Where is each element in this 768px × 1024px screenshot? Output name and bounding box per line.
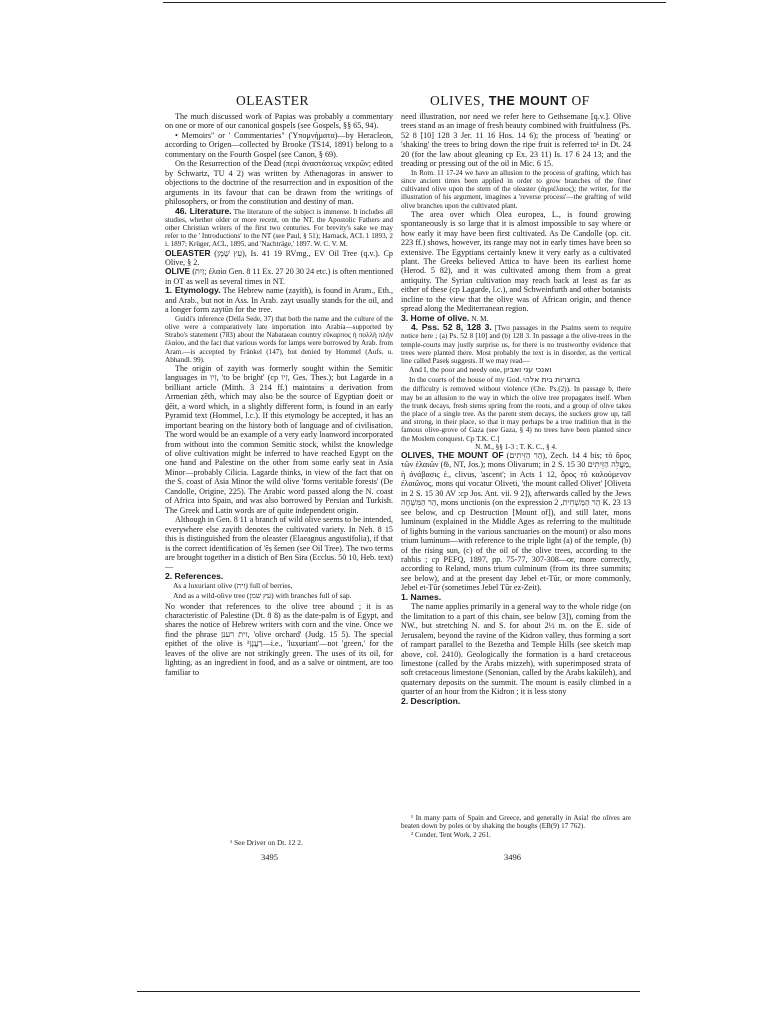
- paragraph-text: [Two passages in the Psalms seem to require notice here ; (a) Ps. 52 8 [10] and (b) 128 3. In passage a the olive-trees in the temple-courts may justly surprise us, for there is no trustworthy evidence that trees were planted there. Most probably the text is in disorder, as the vertical line called Paseḳ suggests. If we may read—: [401, 324, 632, 365]
- right-column: [401, 112, 631, 706]
- paragraph: the difficulty is removed without violence (Che. Ps.(2)). In passage b, there may be an allusion to the way in which the olive tree propagates itself. When the trunk decays, fresh stems spring from the roots, and a group of olive takes the place of a single tree. As the parent stem decays, the suckers grow up, tall and strong, in their place, so that it may perhaps be a true tradition that in the famous olive-grove of Gaza (see Gaza, § 4) no trees have been planted since the Moslem conquest. Cp T.K. C.]: [401, 385, 631, 443]
- names-sidehead-line: [401, 593, 631, 602]
- footnote: ² Conder, Tent Work, 2 261.: [411, 830, 491, 839]
- paragraph: Guidi's inference (Della Sede, 37) that both the name and the culture of the olive were a comparatively late importation into Arabia—supported by Strabo's statement (783) about the Nabataean country εὔκαρπος ἡ πολλὴ πλὴν ἐλαίου, and the fact that various words for lamps were borrowed by Arab. from Aram.—is accepted by Fränkel (147), but denied by Hommel (Aufs. u. Abhandl. 99).: [165, 314, 393, 364]
- verse-english: In the courts of the house of my God.: [409, 374, 522, 384]
- headword: OLEASTER: [165, 247, 211, 258]
- paragraph: The much discussed work of Papias was probably a commentary on one or more of our canonical gospels (see Gospels, §§ 65, 94).: [165, 112, 393, 131]
- section-sidehead: 1. Names.: [401, 591, 442, 602]
- paragraph: Although in Gen. 8 11 a branch of wild olive seems to be intended, everywhere else zayith denotes the cultivated variety. In Neh. 8 15 this is distinguished from the oleaster (Elaeagnus angustifolia), if that is the correct identification of 'ēṣ šemen (see Oil Tree). The two terms are brought together in a distich of Ben Sira (Ecclus. 50 10, Heb. text)—: [165, 515, 393, 572]
- paragraph: The origin of zayith was formerly sought within the Semitic languages in זִיו, 'to be bright' (cp זִיו, Ges. Thes.); but Lagarde in a brilliant article (Mitth. 3 214 ff.) maintains a derivation from Armenian ẓēth, which may also be the source of Egyptian ḏoeit or ḏēit, a word which, in a slightly different form, is found in an early Pyramid text (Hommel, l.c.). If this etymology be accepted, it has an important bearing on the history both of language and of civilisation. The word would be an example of a very early loanword incorporated from without into the common Semitic stock, whilst the knowledge of olive cultivation might be inferred to have reached Egypt on the one hand and Palestine on the other from some early seat in Asia Minor—probably Cilicia. Lagarde thinks, in view of the fact that on the S. coast of Asia Minor the wild olive 'forms veritable forests' (De Candolle, Origine, 225). The Arabic word passed along the N. coast of Africa into Spain, and was also borrowed by Persian and Turkish. The Greek and Latin words are of quite independent origin.: [165, 363, 394, 515]
- paragraph: In Rom. 11 17-24 we have an allusion to the process of grafting, which has since ancient times been applied in order to grow branches of the finer cultivated olive upon the stem of the oleaster (ἀγριέλαιος); the writer, for the illustration of his argument, imagines a 'reverse process'—the grafting of wild olive branches upon the cultivated plant.: [401, 168, 631, 210]
- section-sidehead: 2. Description.: [401, 695, 461, 706]
- bottom-rule: [137, 991, 640, 992]
- section-sidehead: 1. Etymology.: [165, 285, 221, 296]
- entry-olive: [165, 267, 393, 286]
- author-signature: N. M., §§ 1-3 ; T. K. C., § 4.: [475, 442, 557, 451]
- running-head-right-prefix: OLIVES,: [430, 93, 485, 108]
- paragraph: • Memoirs" or ' Commentaries" (Ὑπομνήματα)—by Heracleon, according to Origen—collected by Brooke (TS14, 1891) belong to a commentary on the Fourth Gospel (see Canon, § 69).: [165, 130, 393, 159]
- section-sidehead: 2. References.: [165, 570, 224, 581]
- etymology-paragraph: [165, 286, 393, 314]
- paragraph: The name applies primarily in a general way to the whole ridge (on the limitation to a part of this chain, see below [3]), coming from the NW., but stretching N. and S. for about 2½ m. on the E. side of Jerusalem, beyond the ravine of the Kidron valley, thus forming a sort of rampart parallel to the Bezetha and Temple Hills (see sketch map above, col. 2410). Geologically the formation is a hard cretaceous limestone (called by the Arabs mizzeh), with superimposed strata of soft cretaceous limestone (Senonian, called by the Arabs kakūleh), and quaternary deposits on the summit. The mount is easily climbed in a quarter of an hour from the Kidron ; it is less stony: [401, 602, 631, 697]
- author-signature: W. C. V. M.: [313, 240, 348, 249]
- section-sidehead: 46. Literature.: [175, 205, 232, 216]
- footnotes-right: [401, 814, 631, 839]
- running-head-right-bold: THE MOUNT: [488, 94, 568, 108]
- headword: OLIVE: [165, 266, 191, 277]
- verse-line: [409, 366, 631, 375]
- section-sidehead: 4. Pss. 52 8, 128 3.: [411, 322, 492, 333]
- headword: OLIVES, THE MOUNT OF: [401, 450, 504, 460]
- paragraph: On the Resurrection of the Dead (περὶ ἀναστάσεως νεκρῶν; edited by Schwartz, TU 4 2) was written by Athenagoras in answer to objections to the doctrine of the resurrection and in exposition of the arguments in its favour that can be drawn from the writings of philosophers, or from the constitution and destiny of man.: [165, 159, 393, 207]
- left-column: [165, 112, 393, 677]
- verse-english: And I, the poor and needy one,: [409, 365, 502, 375]
- entry-oleaster: [165, 249, 393, 268]
- author-signature: N. M.: [471, 314, 489, 323]
- psalms-paragraph: [401, 323, 631, 365]
- paragraph: No wonder that references to the olive tree abound ; it is as characteristic of Palestine (Dt. 8 8) as the date-palm is of Egypt, and shares the notice of Hebrew writers with corn and the vine. Once we find the phrase זית רענן, 'olive orchard' (Judg. 15 5). The special epithet of the olive is רַעֲנָן¹—i.e., 'luxuriant'—not 'green,' for the leaves of the olive are not strikingly green. The uses of its oil, for lighting, as an ingredient in food, and as a salve or ointment, are too familiar to: [165, 601, 394, 677]
- literature-paragraph: [165, 207, 393, 249]
- entry-text: (זַיִת; ἐλαία Gen. 8 11 Ex. 27 20 30 24 etc.) is often mentioned in OT as well as several times in NT.: [165, 267, 394, 286]
- footnote: ¹ In many parts of Spain and Greece, and generally in Asia! the olives are beaten down by poles or by shaking the boughs (EB(9) 17 762).: [401, 814, 631, 831]
- verse-line: [409, 376, 631, 385]
- section-sidehead: 3. Home of olive.: [401, 312, 470, 323]
- entry-mount-of-olives: [401, 451, 631, 593]
- paragraph: need illustration, nor need we refer here to Gethsemane [q.v.]. Olive trees stand as an image of fresh beauty combined with fruitfulness (Ps. 52 8 [10] 128 3 Jer. 11 16 Hos. 14 6); the process of 'beating' or 'shaking' the trees to bring down the ripe fruit is referred to¹ in Dt. 24 20 (for the law about gleaning cp Ex. 23 11) Is. 17 6 24 13; and the treading or pressing out of the oil in Mic. 6 15.: [401, 112, 631, 169]
- verse-hebrew: ואנכי עני ואביון: [503, 365, 552, 375]
- verse-hebrew: בחצרות בית אלהי: [523, 374, 581, 384]
- references-sidehead-line: [165, 572, 393, 581]
- entry-text: (עֵץ שֶׁמֶן), Is. 41 19 RVmg., EV Oil Tree (q.v.). Cp Olive, § 2.: [165, 248, 393, 267]
- footnote-left: ¹ See Driver on Dt. 12 2.: [230, 838, 303, 847]
- running-head-left: OLEASTER: [236, 93, 309, 108]
- entry-text: (הַר הַזֵּיתִים), Zech. 14 4 bis; τὸ ὄρος τῶν ἐλαιῶν (𝔊, NT, Jos.); mons Olivarum; in 2 S. 15 30 מַעֲלֵה הַזֵּיתִים, ἡ ἀνάβασις ἐ., clivus, 'ascent'; in Acts 1 12, ὄρος τὸ καλούμενον ἐλαιῶνος, mons qui vocatur Oliveti, 'the mount called Olivet' [Oliveta in 2 S. 15 30 AV :cp Jos. Ant. vii. 9 2]), afterwards called by the Jews הַר הַמִּשְׁחָה, mons unctionis (on the expression הַר הַמַּשְׁחִית, 2 K. 23 13 see below, and cp Destruction [Mount of]), and still later, mons luminum (explained in the Middle Ages as referring to the multitude of lights burning in the various sanctuaries on the mount) or also mons trium luminum—with reference to the triple light (a) of the temple, (b) of the rising sun, (c) of the oil of the olive trees, according to the rabbis ; cp PEFQ, 1897, pp. 75-77, 307-308—or, more correctly, according to Reland, mons trium culminum (from its three summits; see below), and at the present day Jebel et-Tūr, or more commonly, Jebel et-Tūr (sometimes Jebel Tūr ez-Zeit).: [401, 451, 632, 593]
- page-number-left: 3495: [261, 852, 278, 862]
- description-sidehead-line: [401, 697, 631, 706]
- literature-text: The literature of the subject is immense. It includes all studies, whether older or more recent, on the NT, the Apostolic Fathers and other Christian writers of the first two centuries. For brevity's sake we may refer to the ' Introductions' to the NT (see Paul, § 51); Harnack, ACL 1 1893, 2 i. 1897; Krüger, ACL, 1895, and 'Nachträge,' 1897.: [165, 207, 394, 249]
- running-head-right-suffix: OF: [571, 93, 590, 108]
- verse-line: As a luxuriant olive (זית) full of berries,: [173, 581, 293, 591]
- top-rule: [163, 2, 666, 3]
- running-head-right: [430, 93, 590, 109]
- verse-line: And as a wild-olive tree (עץ שמן) with branches full of sap.: [173, 590, 352, 600]
- paragraph: The area over which Olea europea, L., is found growing spontaneously is so large that it is almost impossible to say where or how early it may have been first cultivated. As De Candolle (op. cit. 223 ff.) shows, however, its range may not in early times have been so extensive. The Egyptians certainly knew it very early as a cultivated plant. The Greeks believed Attica to have been its earliest home (Herod. 5 82), and it was cultivated among them from a great antiquity. The Syrian cultivation may reach back at least as far as either of these (cp Lagarde, l.c.), and Schweinfurth and other botanists incline to the view that the olive was of African origin, and thence spread along the Mediterranean region.: [401, 209, 631, 314]
- paragraph-text: The Hebrew name (zayith), is found in Aram., Eth., and Arab., but not in Ass. In Arab. zayt usually stands for the oil, and a longer form zaytūn for the tree.: [165, 286, 393, 315]
- page-number-right: 3496: [504, 852, 521, 862]
